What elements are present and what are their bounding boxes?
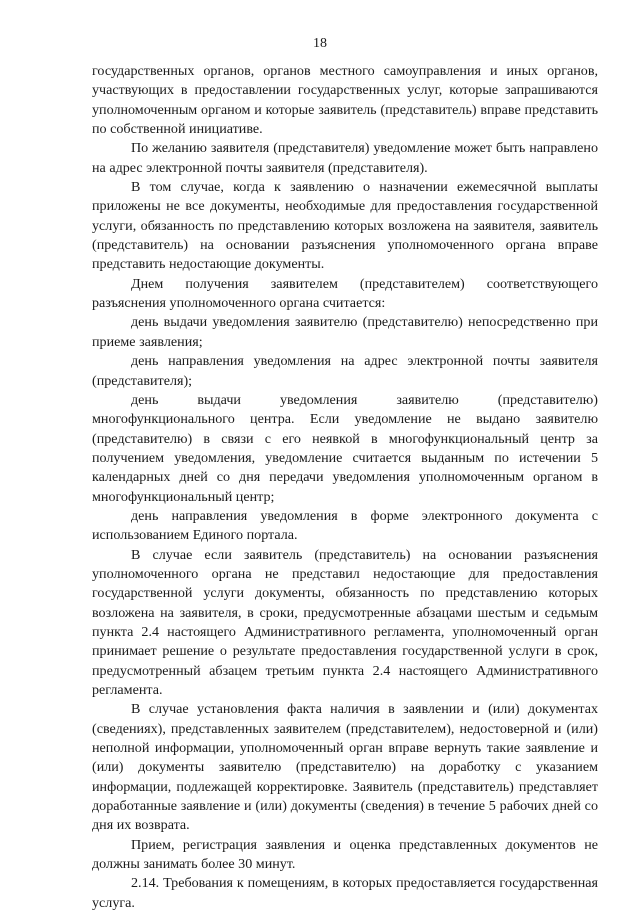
paragraph-receipt-option-email: день направления уведомления на адрес электронной почты заявителя (представителя); — [92, 353, 598, 389]
paragraph-receipt-option-in-person: день выдачи уведомления заявителю (представителю) непосредственно при приеме заявления; — [92, 314, 598, 350]
paragraph-continuation: государственных органов, органов местного самоуправления и иных органов, участвующих в предоставлении государственных услуг, которые запрашиваются уполномоченным органом и которые заявитель (представитель) вправе представить по собственной инициативе. — [92, 63, 598, 138]
document-body — [92, 62, 598, 913]
paragraph-missing-documents: В том случае, когда к заявлению о назначении ежемесячной выплаты приложены не все документы, необходимые для предоставления государственной услуги, обязанность по представлению которых возложена на заявителя, заявитель (представитель) на основании разъяснения уполномоченного органа вправе представить недостающие документы. — [92, 179, 598, 273]
section-heading-2-14: 2.14. Требования к помещениям, в которых предоставляется государственная услуга. — [92, 875, 598, 911]
paragraph-documents-not-submitted: В случае если заявитель (представитель) на основании разъяснения уполномоченного органа не представил недостающие для предоставления государственной услуги документы, обязанность по представлению которых возложена на заявителя, в сроки, предусмотренные абзацами шестым и седьмым пункта 2.4 настоящего Административного регламента, уполномоченный орган принимает решение о результате предоставления государственной услуги в срок, предусмотренный абзацем третьим пункта 2.4 настоящего Административного регламента. — [92, 546, 598, 698]
paragraph-email-notice: По желанию заявителя (представителя) уведомление может быть направлено на адрес электронной почты заявителя (представителя). — [92, 140, 598, 176]
paragraph-receipt-option-mfc: день выдачи уведомления заявителю (представителю) многофункционального центра. Если уведомление не выдано заявителю (представителю) в связи с его неявкой в многофункциональный центр за получением уведомления, уведомление считается выданным по истечении 5 календарных дней со дня передачи уведомления уполномоченным органом в многофункциональный центр; — [92, 391, 598, 505]
paragraph-inaccurate-information: В случае установления факта наличия в заявлении и (или) документах (сведениях), представленных заявителем (представителем), недостоверной и (или) неполной информации, уполномоченный орган вправе вернуть такие заявление и (или) документы заявителю (представителю) на доработку с указанием информации, подлежащей корректировке. Заявитель (представитель) представляет доработанные заявление и (или) документы (сведения) в течение 5 рабочих дней со дня их возврата. — [92, 701, 598, 834]
page-number: 18 — [313, 36, 327, 51]
paragraph-registration-time: Прием, регистрация заявления и оценка представленных документов не должны занимать более 30 минут. — [92, 836, 598, 873]
paragraph-receipt-day: Днем получения заявителем (представителем) соответствующего разъяснения уполномоченного органа считается: — [92, 275, 598, 312]
paragraph-receipt-option-portal: день направления уведомления в форме электронного документа с использованием Единого портала. — [92, 507, 598, 544]
